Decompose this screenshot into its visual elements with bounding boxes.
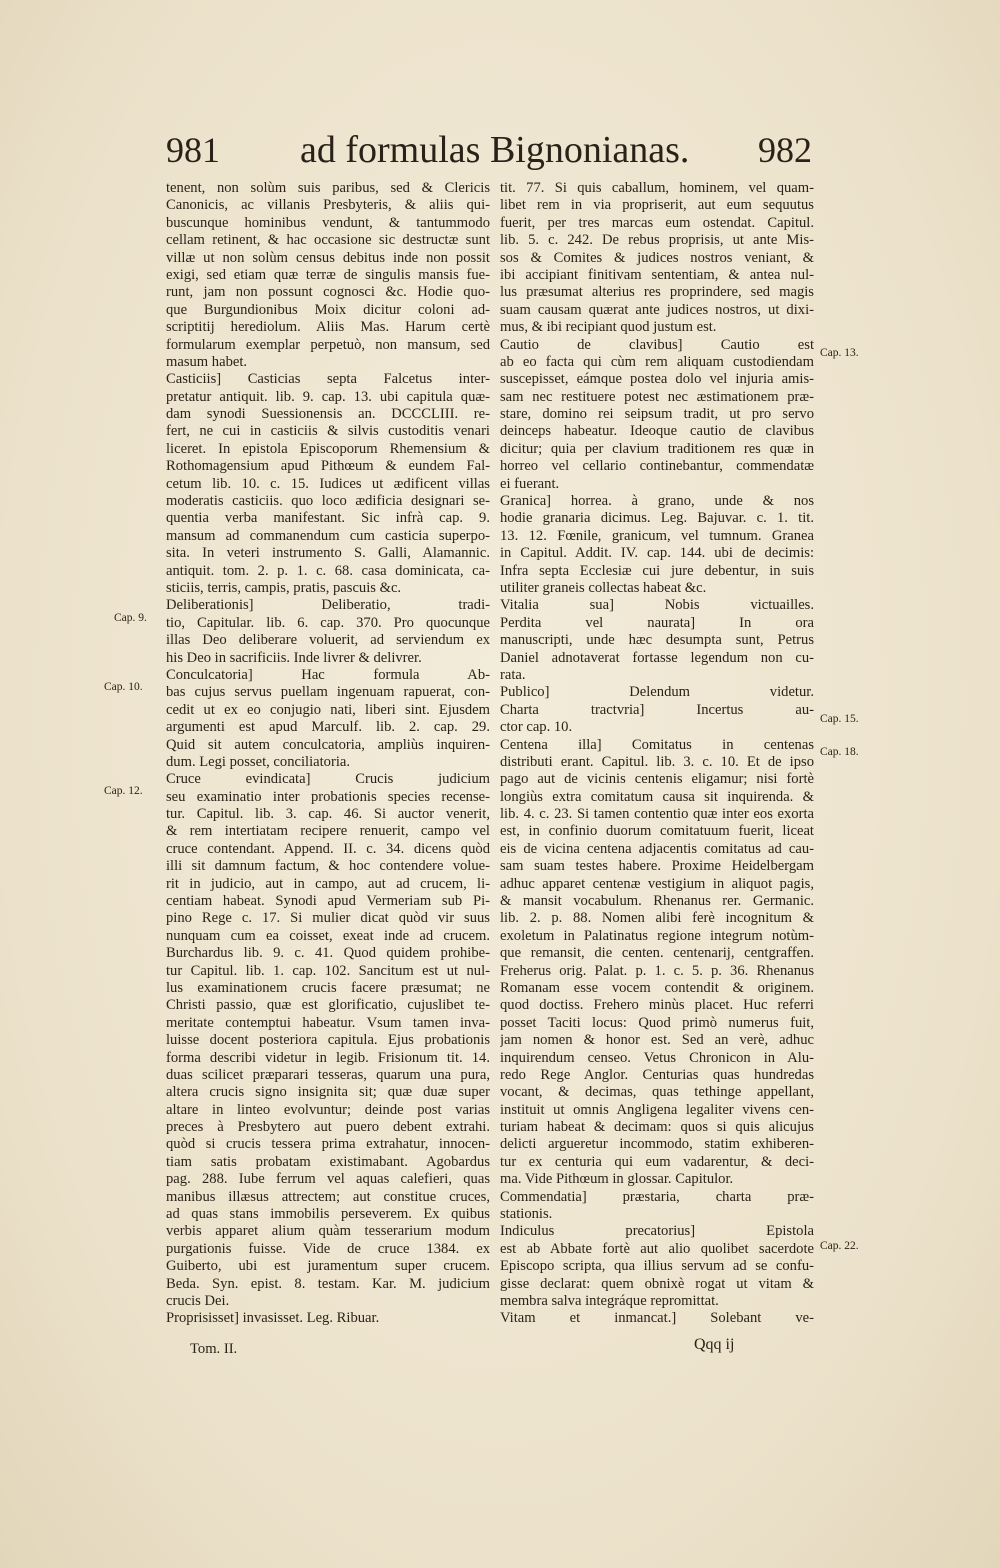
text-line: tur Capitul. lib. 1. cap. 102. Sancitum est ut nul- <box>166 962 490 979</box>
text-line: preces à Presbytero aut puero debent extrahi. <box>166 1119 490 1136</box>
text-line: membra salva integráque repromittat. <box>500 1293 719 1309</box>
margin-note: Cap. 10. <box>104 681 143 693</box>
text-line: longiùs extra comitatum causa sit inquirenda. & <box>500 788 814 805</box>
running-title: ad formulas Bignonianas. <box>300 129 690 171</box>
text-line: altera crucis signo insignita sit; quæ duæ super <box>166 1084 490 1101</box>
text-line: pago aut de vicinis centenis eligamur; nisi fortè <box>500 771 814 788</box>
margin-note: Cap. 15. <box>820 713 859 725</box>
text-line: & mansit vocabulum. Rhenanus rer. Germanic. <box>500 893 814 910</box>
text-line: Romanam esse vocem contendit & originem. <box>500 979 814 996</box>
text-line: ctor cap. 10. <box>500 719 573 736</box>
text-line: ab eo facta qui cùm rem aliquam custodiendam <box>500 353 814 370</box>
text-line: stare, domino rei seipsum tradit, ut pro servo <box>500 406 814 423</box>
text-line: runt, jam non possunt cognosci &c. Hodie quo- <box>166 284 490 301</box>
text-line: Guiberto, ubi est juramentum super crucem. <box>166 1258 490 1275</box>
text-line: Canonicis, ac villanis Presbyteris, & aliis qui- <box>166 197 490 214</box>
text-line: centiam habeat. Synodi apud Vermeriam sub Pi- <box>166 893 490 910</box>
text-line: gisse declarat: quem obnixè rogat ut vitam & <box>500 1275 814 1292</box>
text-line: pino Rege c. 17. Si mulier dicat quòd vir suus <box>166 910 490 927</box>
text-line: sticiis, terris, campis, pratis, pascuis &c. <box>166 579 402 596</box>
text-line: instituit ut omnis Angligena legaliter vivens cen- <box>500 1101 814 1118</box>
text-line: lib. 4. c. 23. Si tamen contentio quæ inter eos exorta <box>500 806 814 823</box>
text-line: Publico] Delendum videtur. <box>500 684 814 701</box>
text-line: buscunque hominibus vendunt, & tantummodo <box>166 214 490 231</box>
text-line: verbis apparet alium quàm tesserarium modum <box>166 1223 490 1240</box>
text-line: quòd si crucis tessera prima extrahatur, innocen- <box>166 1136 490 1153</box>
text-line: 13. 12. Fœnile, granicum, vel tumnum. Granea <box>500 527 814 544</box>
text-line: Cautio de clavibus] Cautio est <box>500 336 814 353</box>
text-line: quentia verba manifestant. Sic infrà cap. 9. <box>166 510 490 527</box>
right-column <box>500 180 814 1328</box>
text-line: Freherus orig. Palat. p. 1. c. 5. p. 36. Rhenanus <box>500 962 814 979</box>
left-column <box>166 180 490 1328</box>
text-line: fuerit, per tres marcas eum ostendat. Capitul. <box>500 214 814 231</box>
margin-note: Cap. 12. <box>104 785 143 797</box>
text-line: Beda. Syn. epist. 8. testam. Kar. M. judicium <box>166 1275 490 1292</box>
text-line: inquirendum censeo. Vetus Chronicon in Alu- <box>500 1049 814 1066</box>
text-line: sam nec restituere potest nec æstimationem præ- <box>500 388 814 405</box>
margin-note: Cap. 13. <box>820 347 859 359</box>
text-line: est ab Abbate fortè aut alio quolibet sacerdote <box>500 1240 814 1257</box>
text-line: ad quas stans immobilis perseverem. Ex quibus <box>166 1206 490 1223</box>
text-line: liceret. In epistola Episcoporum Rhemensium & <box>166 440 490 457</box>
text-line: tio, Capitular. lib. 6. cap. 370. Pro quocunque <box>166 614 490 631</box>
text-line: tenent, non solùm suis paribus, sed & Clericis <box>166 180 490 196</box>
text-line: moderatis casticiis. quo loco ædificia designari se- <box>166 493 490 510</box>
text-line: lus examinationem crucis facere præsumat; ne <box>166 979 490 996</box>
text-line: Christi passio, quæ est glorificatio, cujuslibet te- <box>166 997 490 1014</box>
text-line: manuscripti, unde hæc desumpta sunt, Petrus <box>500 632 814 649</box>
text-line: Perdita vel naurata] In ora <box>500 614 814 631</box>
text-line: lus præsumat alterius res proprindere, sed magis <box>500 284 814 301</box>
text-line: ma. Vide Pithœum in glossar. Capitulor. <box>500 1171 734 1188</box>
text-line: Centena illa] Comitatus in centenas <box>500 736 814 753</box>
text-line: hodie granaria dicimus. Leg. Bajuvar. c. 1. tit. <box>500 510 814 527</box>
text-line: cedit ut ex eo conjugio nati, liberi sint. Ejusdem <box>166 701 490 718</box>
text-line: tur ex centuria qui eum vadarentur, & deci- <box>500 1153 814 1170</box>
text-line: Casticiis] Casticias septa Falcetus inter- <box>166 371 490 388</box>
text-line: altare in linteo evolvuntur; deinde post varias <box>166 1101 490 1118</box>
margin-note: Cap. 22. <box>820 1240 859 1252</box>
text-line: Granica] horrea. à grano, unde & nos <box>500 493 814 510</box>
text-line: seu examinatio inter probationis species recense- <box>166 788 490 805</box>
text-line: masum habet. <box>166 353 248 370</box>
page-number-left: 981 <box>166 130 220 170</box>
text-line: ei fuerant. <box>500 475 560 492</box>
text-line: tit. 77. Si quis caballum, hominem, vel quam- <box>500 180 814 196</box>
margin-note: Cap. 9. <box>114 612 147 624</box>
text-line: sita. In veteri instrumento S. Galli, Alamannic. <box>166 545 490 562</box>
text-line: Commendatia] præstaria, charta præ- <box>500 1188 814 1205</box>
text-line: duas scilicet præparari tesseras, quarum una pura, <box>166 1066 490 1083</box>
text-line: distributi erant. Capitul. lib. 3. c. 10. Et de ipso <box>500 753 814 770</box>
text-line: sam suam testes habere. Proxime Heidelbergam <box>500 858 814 875</box>
text-line: tiam satis probatam existimabant. Agobardus <box>166 1153 490 1170</box>
text-line: rit in judicio, aut in campo, aut ad crucem, li- <box>166 875 490 892</box>
text-line: villæ ut non solùm census debitus inde non possit <box>166 249 490 266</box>
text-line: rata. <box>500 666 526 683</box>
text-line: cruce contendant. Append. II. c. 34. dicens quòd <box>166 840 490 857</box>
text-line: lib. 2. p. 88. Nomen alibi ferè incognitum & <box>500 910 814 927</box>
text-line: Rothomagensium apud Pithœum & eundem Fal- <box>166 458 490 475</box>
text-line: stationis. <box>500 1206 553 1223</box>
text-line: forma describi videtur in legib. Frisionum tit. 14. <box>166 1049 490 1066</box>
text-line: scriptitij herediolum. Aliis Mas. Harum certè <box>166 319 490 336</box>
text-line: Conculcatoria] Hac formula Ab- <box>166 666 490 683</box>
text-line: Proprisisset] invasisset. Leg. Ribuar. <box>166 1310 380 1327</box>
text-line: Quid sit autem conculcatoria, ampliùs inquiren- <box>166 736 490 753</box>
text-line: Burchardus lib. 9. c. 41. Quod quidem prohibe- <box>166 945 490 962</box>
text-line: purgationis fuisse. Vide de cruce 1384. ex <box>166 1240 490 1257</box>
text-line: mus, & ibi recipiant quod justum est. <box>500 319 717 336</box>
text-line: crucis Dei. <box>166 1293 230 1309</box>
text-line: posset Taciti locus: Quod primò numerus fuit, <box>500 1014 814 1031</box>
text-line: vocant, & decimas, quas tethinge appellant, <box>500 1084 814 1101</box>
text-line: suam causam quærat ante judices nostros, ut dixi- <box>500 301 814 318</box>
text-line: in Capitul. Addit. IV. cap. 144. ubi de decimis: <box>500 545 814 562</box>
volume-label: Tom. II. <box>190 1341 238 1357</box>
text-line: & rem intertiatam recipere renuerit, campo vel <box>166 823 490 840</box>
text-line: cetum lib. 10. c. 15. Iudices ut ædificent villas <box>166 475 490 492</box>
text-line: cellam retinent, & hac occasione sic destructæ sunt <box>166 232 490 249</box>
text-line: horreo vel cellario continebantur, commendatæ <box>500 458 814 475</box>
text-line: exigi, sed etiam quæ terræ de singulis mansis fue- <box>166 266 490 283</box>
text-line: deinceps habeatur. Ideoque cautio de clavibus <box>500 423 814 440</box>
text-line: nunquam cum ea coisset, exeat inde ad crucem. <box>166 927 490 944</box>
text-line: sos & Comites & judices nostros veniant, & <box>500 249 814 266</box>
text-line: ibi accipiant finitivam sententiam, & antea nul- <box>500 266 814 283</box>
text-line: argumenti est apud Marculf. lib. 2. cap. 29. <box>166 719 490 736</box>
text-line: bas cujus servus puellam ingenuam rapuerat, con- <box>166 684 490 701</box>
text-line: dam synodi Suessionensis an. DCCCLIII. re- <box>166 406 490 423</box>
text-line: Infra septa Ecclesiæ cui jure debentur, in suis <box>500 562 814 579</box>
text-line: Vitam et inmancat.] Solebant ve- <box>500 1310 814 1327</box>
text-line: formularum exemplar perpetuò, non mansum, sed <box>166 336 490 353</box>
text-line: libet rem in via propriserit, aut eum sequutus <box>500 197 814 214</box>
text-line: turiam habeat & decimam: quos si quis alicujus <box>500 1119 814 1136</box>
text-line: adhuc apparet centenæ vestigium in aliquot pagis, <box>500 875 814 892</box>
text-line: Deliberationis] Deliberatio, tradi- <box>166 597 490 614</box>
text-line: utiliter graneis collectas habeat &c. <box>500 579 707 596</box>
text-line: Cruce evindicata] Crucis judicium <box>166 771 490 788</box>
text-line: luisse docent posteriora capitula. Ejus probationis <box>166 1032 490 1049</box>
text-line: meritate contemptui habeatur. Vsum tamen inva- <box>166 1014 490 1031</box>
text-line: Episcopo scripta, qua illius servum ad se confu- <box>500 1258 814 1275</box>
text-line: Daniel adnotaverat fortasse legendum non cu- <box>500 649 814 666</box>
printer-signature: Qqq ij <box>694 1336 735 1353</box>
text-line: que remansit, die centen. centenarij, centgraffen. <box>500 945 814 962</box>
text-line: dum. Legi posset, conciliatoria. <box>166 753 350 770</box>
text-line: pag. 288. Iube ferrum vel aquas calefieri, quas <box>166 1171 490 1188</box>
text-line: tur. Capitul. lib. 3. cap. 46. Si auctor venerit, <box>166 806 490 823</box>
text-line: his Deo in sacrificiis. Inde livrer & delivrer. <box>166 649 422 666</box>
text-line: lib. 5. c. 242. De rebus proprisis, ut ante Mis- <box>500 232 814 249</box>
text-line: Indiculus precatorius] Epistola <box>500 1223 814 1240</box>
text-line: quod doctiss. Frehero minùs placet. Huc referri <box>500 997 814 1014</box>
text-line: eis de vicina centena adjacentis comitatus ad cau- <box>500 840 814 857</box>
text-line: que Burgundionibus Moix dicitur coloni ad- <box>166 301 490 318</box>
text-line: delicti argueretur incommodo, statim exhiberen- <box>500 1136 814 1153</box>
text-line: jam nomen & honor est. Sed an verè, adhuc <box>500 1032 814 1049</box>
text-line: mansum ad commanendum cum casticia superpo- <box>166 527 490 544</box>
margin-note: Cap. 18. <box>820 746 859 758</box>
text-line: dicitur; quia per clavium traditionem res quæ in <box>500 440 814 457</box>
text-line: illas Deo deliberare voluerit, ad serviendum ex <box>166 632 490 649</box>
text-line: Vitalia sua] Nobis victuailles. <box>500 597 814 614</box>
text-line: Charta tractvria] Incertus au- <box>500 701 814 718</box>
text-line: illi sit damnum factum, & hoc contendere volue- <box>166 858 490 875</box>
text-line: est, in confinio duorum comitatuum fuerit, liceat <box>500 823 814 840</box>
running-header <box>0 128 1000 188</box>
text-line: redo Rege Anglor. Centurias quas hundredas <box>500 1066 814 1083</box>
text-line: manibus illæsus attrectem; aut constitue cruces, <box>166 1188 490 1205</box>
text-line: fert, ne cui in casticiis & silvis custoditis venari <box>166 423 490 440</box>
text-line: antiquit. tom. 2. p. 1. c. 68. casa dominicata, ca- <box>166 562 490 579</box>
text-line: pretatur antiquit. lib. 9. cap. 13. ubi capitula quæ- <box>166 388 490 405</box>
text-line: suscepisset, eámque postea dolo vel injuria amis- <box>500 371 814 388</box>
page-number-right: 982 <box>758 130 812 170</box>
text-line: exoletum in Palatinatus regione integrum notùm- <box>500 927 814 944</box>
